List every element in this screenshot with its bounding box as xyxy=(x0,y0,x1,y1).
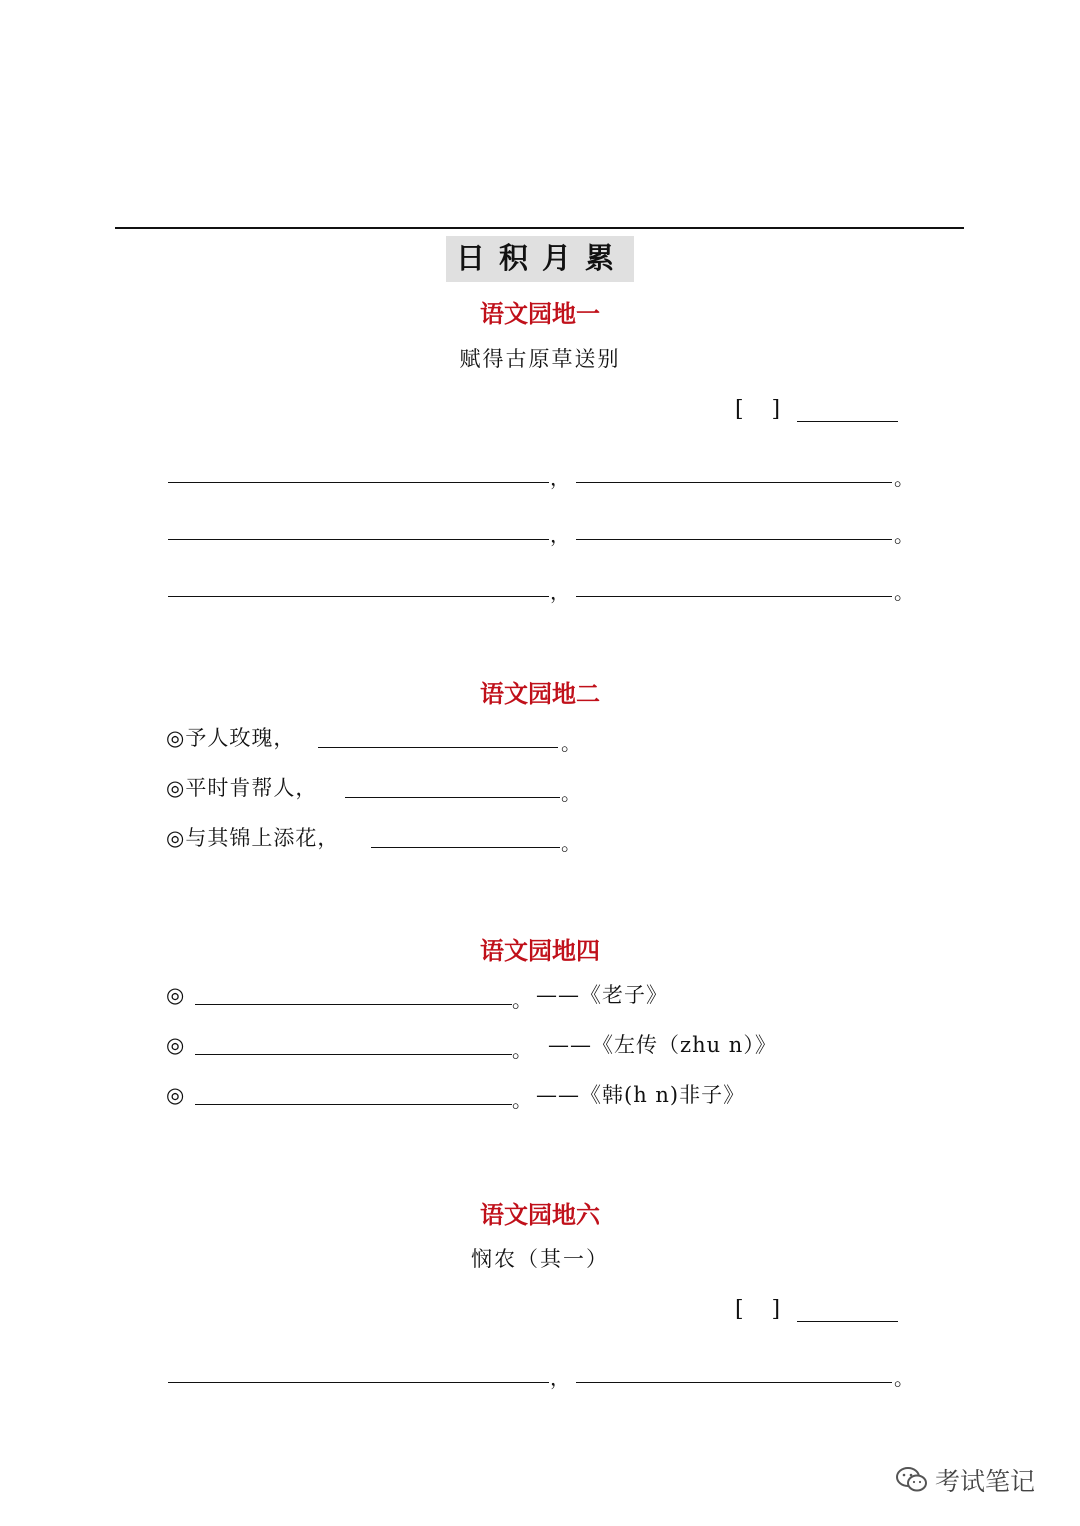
top-rule xyxy=(115,227,964,229)
answer-blank[interactable] xyxy=(195,1004,512,1005)
period: 。 xyxy=(561,831,581,855)
answer-blank[interactable] xyxy=(168,539,549,540)
section-heading-3: 语文园地四 xyxy=(480,937,600,965)
author-blank-1[interactable] xyxy=(797,421,898,422)
item-prefix: ◎予人玫瑰， xyxy=(166,726,296,750)
answer-blank[interactable] xyxy=(168,596,549,597)
period: 。 xyxy=(894,580,914,604)
answer-blank[interactable] xyxy=(576,482,892,483)
period: 。 xyxy=(561,781,581,805)
wechat-icon xyxy=(895,1465,929,1495)
item-prefix: ◎ xyxy=(166,1033,186,1057)
section-heading-2: 语文园地二 xyxy=(480,680,600,708)
item-source: ——《韩(h n)非子》 xyxy=(536,1083,746,1107)
answer-blank[interactable] xyxy=(318,747,558,748)
item-prefix: ◎ xyxy=(166,983,186,1007)
comma: ， xyxy=(550,1366,570,1390)
answer-blank[interactable] xyxy=(576,596,892,597)
dynasty-bracket-1: [ ] xyxy=(735,397,781,422)
item-prefix: ◎ xyxy=(166,1083,186,1107)
poem-title-4: 悯农（其一） xyxy=(471,1247,609,1271)
answer-blank[interactable] xyxy=(168,482,549,483)
watermark xyxy=(895,1462,1035,1498)
dynasty-bracket-4: [ ] xyxy=(735,1297,781,1322)
answer-blank[interactable] xyxy=(576,1382,892,1383)
answer-blank[interactable] xyxy=(195,1104,512,1105)
comma: ， xyxy=(550,466,570,490)
section-heading-1: 语文园地一 xyxy=(480,300,600,328)
poem-title-1: 赋得古原草送别 xyxy=(459,347,621,371)
item-prefix: ◎平时肯帮人， xyxy=(166,776,318,800)
item-source: ——《左传（zhu n）》 xyxy=(548,1033,777,1057)
answer-blank[interactable] xyxy=(168,1382,549,1383)
answer-blank[interactable] xyxy=(576,539,892,540)
period: 。 xyxy=(512,1088,532,1112)
comma: ， xyxy=(550,523,570,547)
period: 。 xyxy=(561,731,581,755)
period: 。 xyxy=(512,988,532,1012)
period: 。 xyxy=(512,1038,532,1062)
author-blank-4[interactable] xyxy=(797,1321,898,1322)
answer-blank[interactable] xyxy=(345,797,560,798)
section-heading-4: 语文园地六 xyxy=(480,1201,600,1229)
item-prefix: ◎与其锦上添花， xyxy=(166,826,340,850)
period: 。 xyxy=(894,1366,914,1390)
period: 。 xyxy=(894,523,914,547)
answer-blank[interactable] xyxy=(195,1054,512,1055)
page-title: 日积月累 xyxy=(446,236,634,282)
comma: ， xyxy=(550,580,570,604)
watermark-text: 考试笔记 xyxy=(935,1467,1036,1496)
page-title-wrap xyxy=(0,236,1080,282)
answer-blank[interactable] xyxy=(371,847,560,848)
period: 。 xyxy=(894,466,914,490)
item-source: ——《老子》 xyxy=(536,983,668,1007)
